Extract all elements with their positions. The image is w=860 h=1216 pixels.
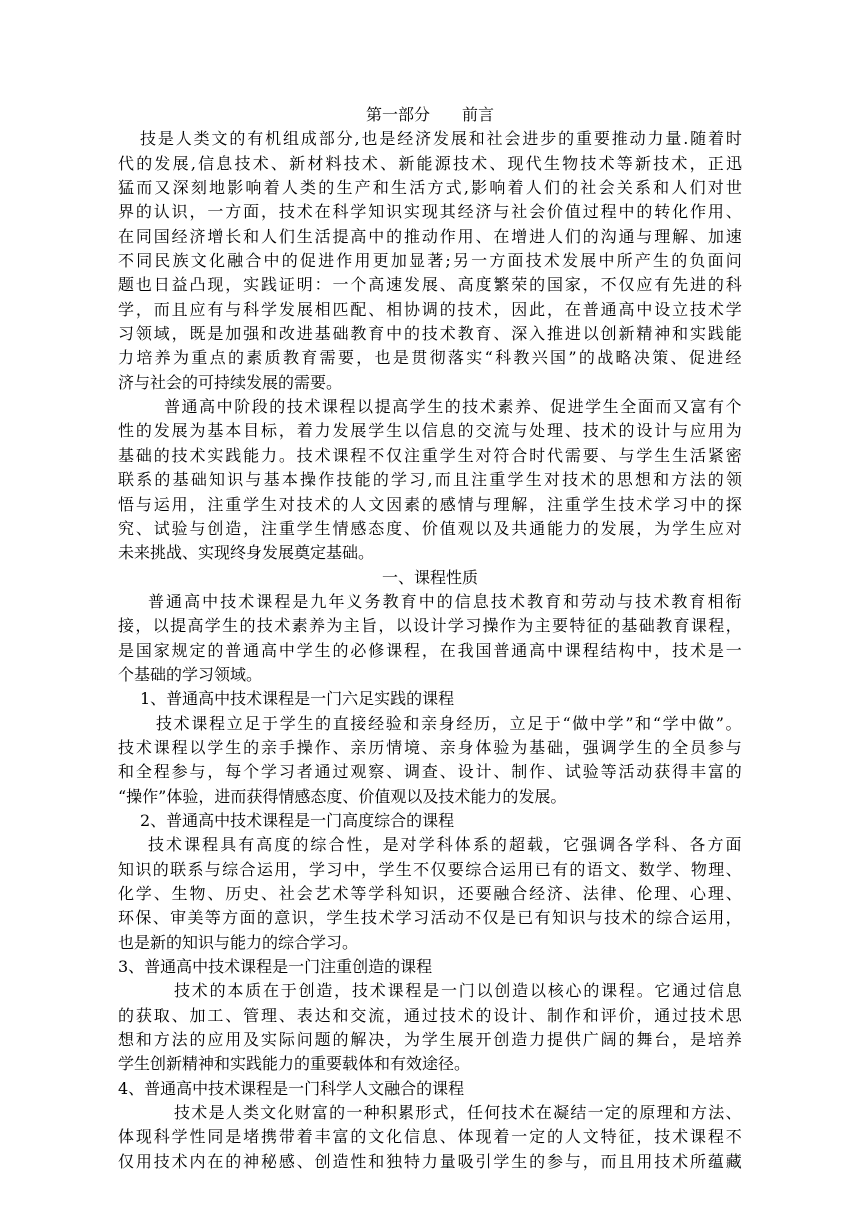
text-line: 力 培 养 为 重 点 的 素 质 教 育 需 要 ， 也 是 贯 彻 落 实 “ 科 教 兴 国 ” 的 战 略 决 策 、 促 进 经 <box>118 348 742 368</box>
text-line: 性 的 发 展 为 基 本 目 标 ， 着 力 发 展 学 生 以 信 息 的 交 流 与 处 理 、 技 术 的 设 计 与 应 用 为 <box>118 421 742 441</box>
section-title-text: 第一部分 前言 <box>365 105 494 124</box>
document-page <box>118 103 742 1174</box>
text-line: 技 术 是 人 类 文 化 财 富 的 一 种 积 累 形 式 ， 任 何 技 术 在 凝 结 一 定 的 原 理 和 方 法 、 <box>174 1103 742 1123</box>
text-line: 学 ， 而 且 应 有 与 科 学 发 展 相 匹 配 、 相 协 调 的 技 术 ， 因 此 ， 在 普 通 高 中 设 立 技 术 学 <box>118 299 742 319</box>
text-line: 未来挑战、实现终身发展奠定基础。 <box>118 543 375 563</box>
text-line: 究 、 试 验 与 创 造 ， 注 重 学 生 情 感 态 度 、 价 值 观 以 及 共 通 能 力 的 发 展 ， 为 学 生 应 对 <box>118 518 742 538</box>
text-line: 技 是 人 类 文 的 有 机 组 成 部 分 , 也 是 经 济 发 展 和 社 会 进 步 的 重 要 推 动 力 量 . 随 着 时 <box>140 129 742 149</box>
text-line: 技 术 的 本 质 在 于 创 造 ， 技 术 课 程 是 一 门 以 创 造 以 核 心 的 课 程 。 它 通 过 信 息 <box>174 981 742 1001</box>
text-line: 化 学 、 生 物 、 历 史 、 社 会 艺 术 等 学 科 知 识 ， 还 要 融 合 经 济 、 法 律 、 伦 理 、 心 理 、 <box>118 884 742 903</box>
text-line: 济与社会的可持续发展的需要。 <box>118 372 343 392</box>
text-line: 界 的 认 识 ， 一 方 面 ， 技 术 在 科 学 知 识 实 现 其 经 济 与 社 会 价 值 过 程 中 的 转 化 作 用 、 <box>118 202 742 222</box>
text-line: 2、普通高中技术课程是一门高度综合的课程 <box>140 810 455 830</box>
text-line: 悟 与 运 用 ， 注 重 学 生 对 技 术 的 人 文 因 素 的 感 情 与 理 解 ， 注 重 学 生 技 术 学 习 中 的 探 <box>118 494 742 514</box>
text-line: 一、课程性质 <box>381 567 478 587</box>
section-title <box>118 103 742 127</box>
text-line: 技 术 课 程 具 有 高 度 的 综 合 性 ， 是 对 学 科 体 系 的 超 载 ， 它 强 调 各 学 科 、 各 方 面 <box>148 835 742 855</box>
text-line: 技 术 课 程 以 学 生 的 亲 手 操 作 、 亲 历 情 境 、 亲 身 体 验 为 基 础 ， 强 调 学 生 的 全 员 参 与 <box>118 737 742 757</box>
text-line: “操作”体验，进而获得情感态度、价值观以及技术能力的发展。 <box>118 786 567 806</box>
text-line: 联 系 的 基 础 知 识 与 基 本 操 作 技 能 的 学 习 , 而 且 注 重 学 生 对 技 术 的 思 想 和 方 法 的 领 <box>118 470 742 490</box>
text-line: 1、普通高中技术课程是一门六足实践的课程 <box>140 689 455 709</box>
text-line: 题 也 日 益 凸 现 ， 实 践 证 明 ： 一 个 高 速 发 展 、 高 度 繁 荣 的 国 家 ， 不 仅 应 有 先 进 的 科 <box>118 275 742 295</box>
text-line: 普 通 高 中 阶 段 的 技 术 课 程 以 提 高 学 生 的 技 术 素 养 、 促 进 学 生 全 面 而 又 富 有 个 <box>164 397 742 417</box>
text-line: 和 全 程 参 与 ， 每 个 学 习 者 通 过 观 察 、 调 查 、 设 计 、 制 作 、 试 验 等 活 动 获 得 丰 富 的 <box>118 762 742 782</box>
text-line: 学生创新精神和实践能力的重要载体和有效途径。 <box>118 1054 471 1074</box>
text-line: 基 础 的 技 术 实 践 能 力 。 技 术 课 程 不 仅 注 重 学 生 对 符 合 时 代 需 要 、 与 学 生 生 活 紧 密 <box>118 445 742 465</box>
text-line: 想 和 方 法 的 应 用 及 实 际 问 题 的 解 决 ， 为 学 生 展 开 创 造 力 提 供 广 阔 的 舞 台 ， 是 培 养 <box>118 1030 742 1050</box>
text-line: 的 获 取 、 加 工 、 管 理 、 表 达 和 交 流 ， 通 过 技 术 的 设 计 、 制 作 和 评 价 ， 通 过 技 术 思 <box>118 1005 742 1025</box>
text-line: 个基础的学习领域。 <box>118 664 263 684</box>
text-line: 代 的 发 展 , 信 息 技 术 、 新 材 料 技 术 、 新 能 源 技 术 、 现 代 生 物 技 术 等 新 技 术 ， 正 迅 <box>118 153 742 173</box>
text-line: 是 国 家 规 定 的 普 通 高 中 学 生 的 必 修 课 程 ， 在 我 国 普 通 高 中 课 程 结 构 中 ， 技 术 是 一 <box>118 640 742 660</box>
text-line: 体 现 科 学 性 同 是 堵 携 带 着 丰 富 的 文 化 信 息 、 体 现 着 一 定 的 人 文 特 征 ， 技 术 课 程 不 <box>118 1127 742 1147</box>
text-line: 接 ， 以 提 高 学 生 的 技 术 素 养 为 主 旨 ， 以 设 计 学 习 操 作 为 主 要 特 征 的 基 础 教 育 课 程 ， <box>118 616 742 636</box>
text-line: 3、普通高中技术课程是一门注重创造的课程 <box>118 957 433 977</box>
text-line: 环 保 、 审 美 等 方 面 的 意 识 ， 学 生 技 术 学 习 活 动 不 仅 是 已 有 知 识 与 技 术 的 综 合 运 用 ， <box>118 908 742 928</box>
text-line: 技 术 课 程 立 足 于 学 生 的 直 接 经 验 和 亲 身 经 历 ， 立 足 于 “ 做 中 学 ” 和 “ 学 中 做 ” 。 <box>156 713 742 733</box>
text-line: 也是新的知识与能力的综合学习。 <box>118 932 359 952</box>
text-line: 习 领 域 ， 既 是 加 强 和 改 进 基 础 教 育 中 的 技 术 教 育 、 深 入 推 进 以 创 新 精 神 和 实 践 能 <box>118 324 742 344</box>
text-line: 普 通 高 中 技 术 课 程 是 九 年 义 务 教 育 中 的 信 息 技 术 教 育 和 劳 动 与 技 术 教 育 相 衔 <box>148 591 742 611</box>
text-line: 猛 而 又 深 刻 地 影 响 着 人 类 的 生 产 和 生 活 方 式 , 影 响 着 人 们 的 社 会 关 系 和 人 们 对 世 <box>118 178 742 198</box>
text-line: 4、普通高中技术课程是一门科学人文融合的课程 <box>118 1078 465 1098</box>
text-line: 知 识 的 联 系 与 综 合 运 用 ， 学 习 中 ， 学 生 不 仅 要 综 合 运 用 已 有 的 语 文 、 数 学 、 物 理 、 <box>118 859 742 879</box>
text-line: 不 同 民 族 文 化 融 合 中 的 促 进 作 用 更 加 显 著 ; 另 一 方 面 技 术 发 展 中 所 产 生 的 负 面 问 <box>118 251 742 271</box>
text-line: 在 同 国 经 济 增 长 和 人 们 生 活 提 高 中 的 推 动 作 用 、 在 增 进 人 们 的 沟 通 与 理 解 、 加 速 <box>118 226 742 246</box>
text-line: 仅 用 技 术 内 在 的 神 秘 感 、 创 造 性 和 独 特 力 量 吸 引 学 生 的 参 与 ， 而 且 用 技 术 所 蕴 藏 <box>118 1151 742 1171</box>
document-body <box>118 127 742 1174</box>
